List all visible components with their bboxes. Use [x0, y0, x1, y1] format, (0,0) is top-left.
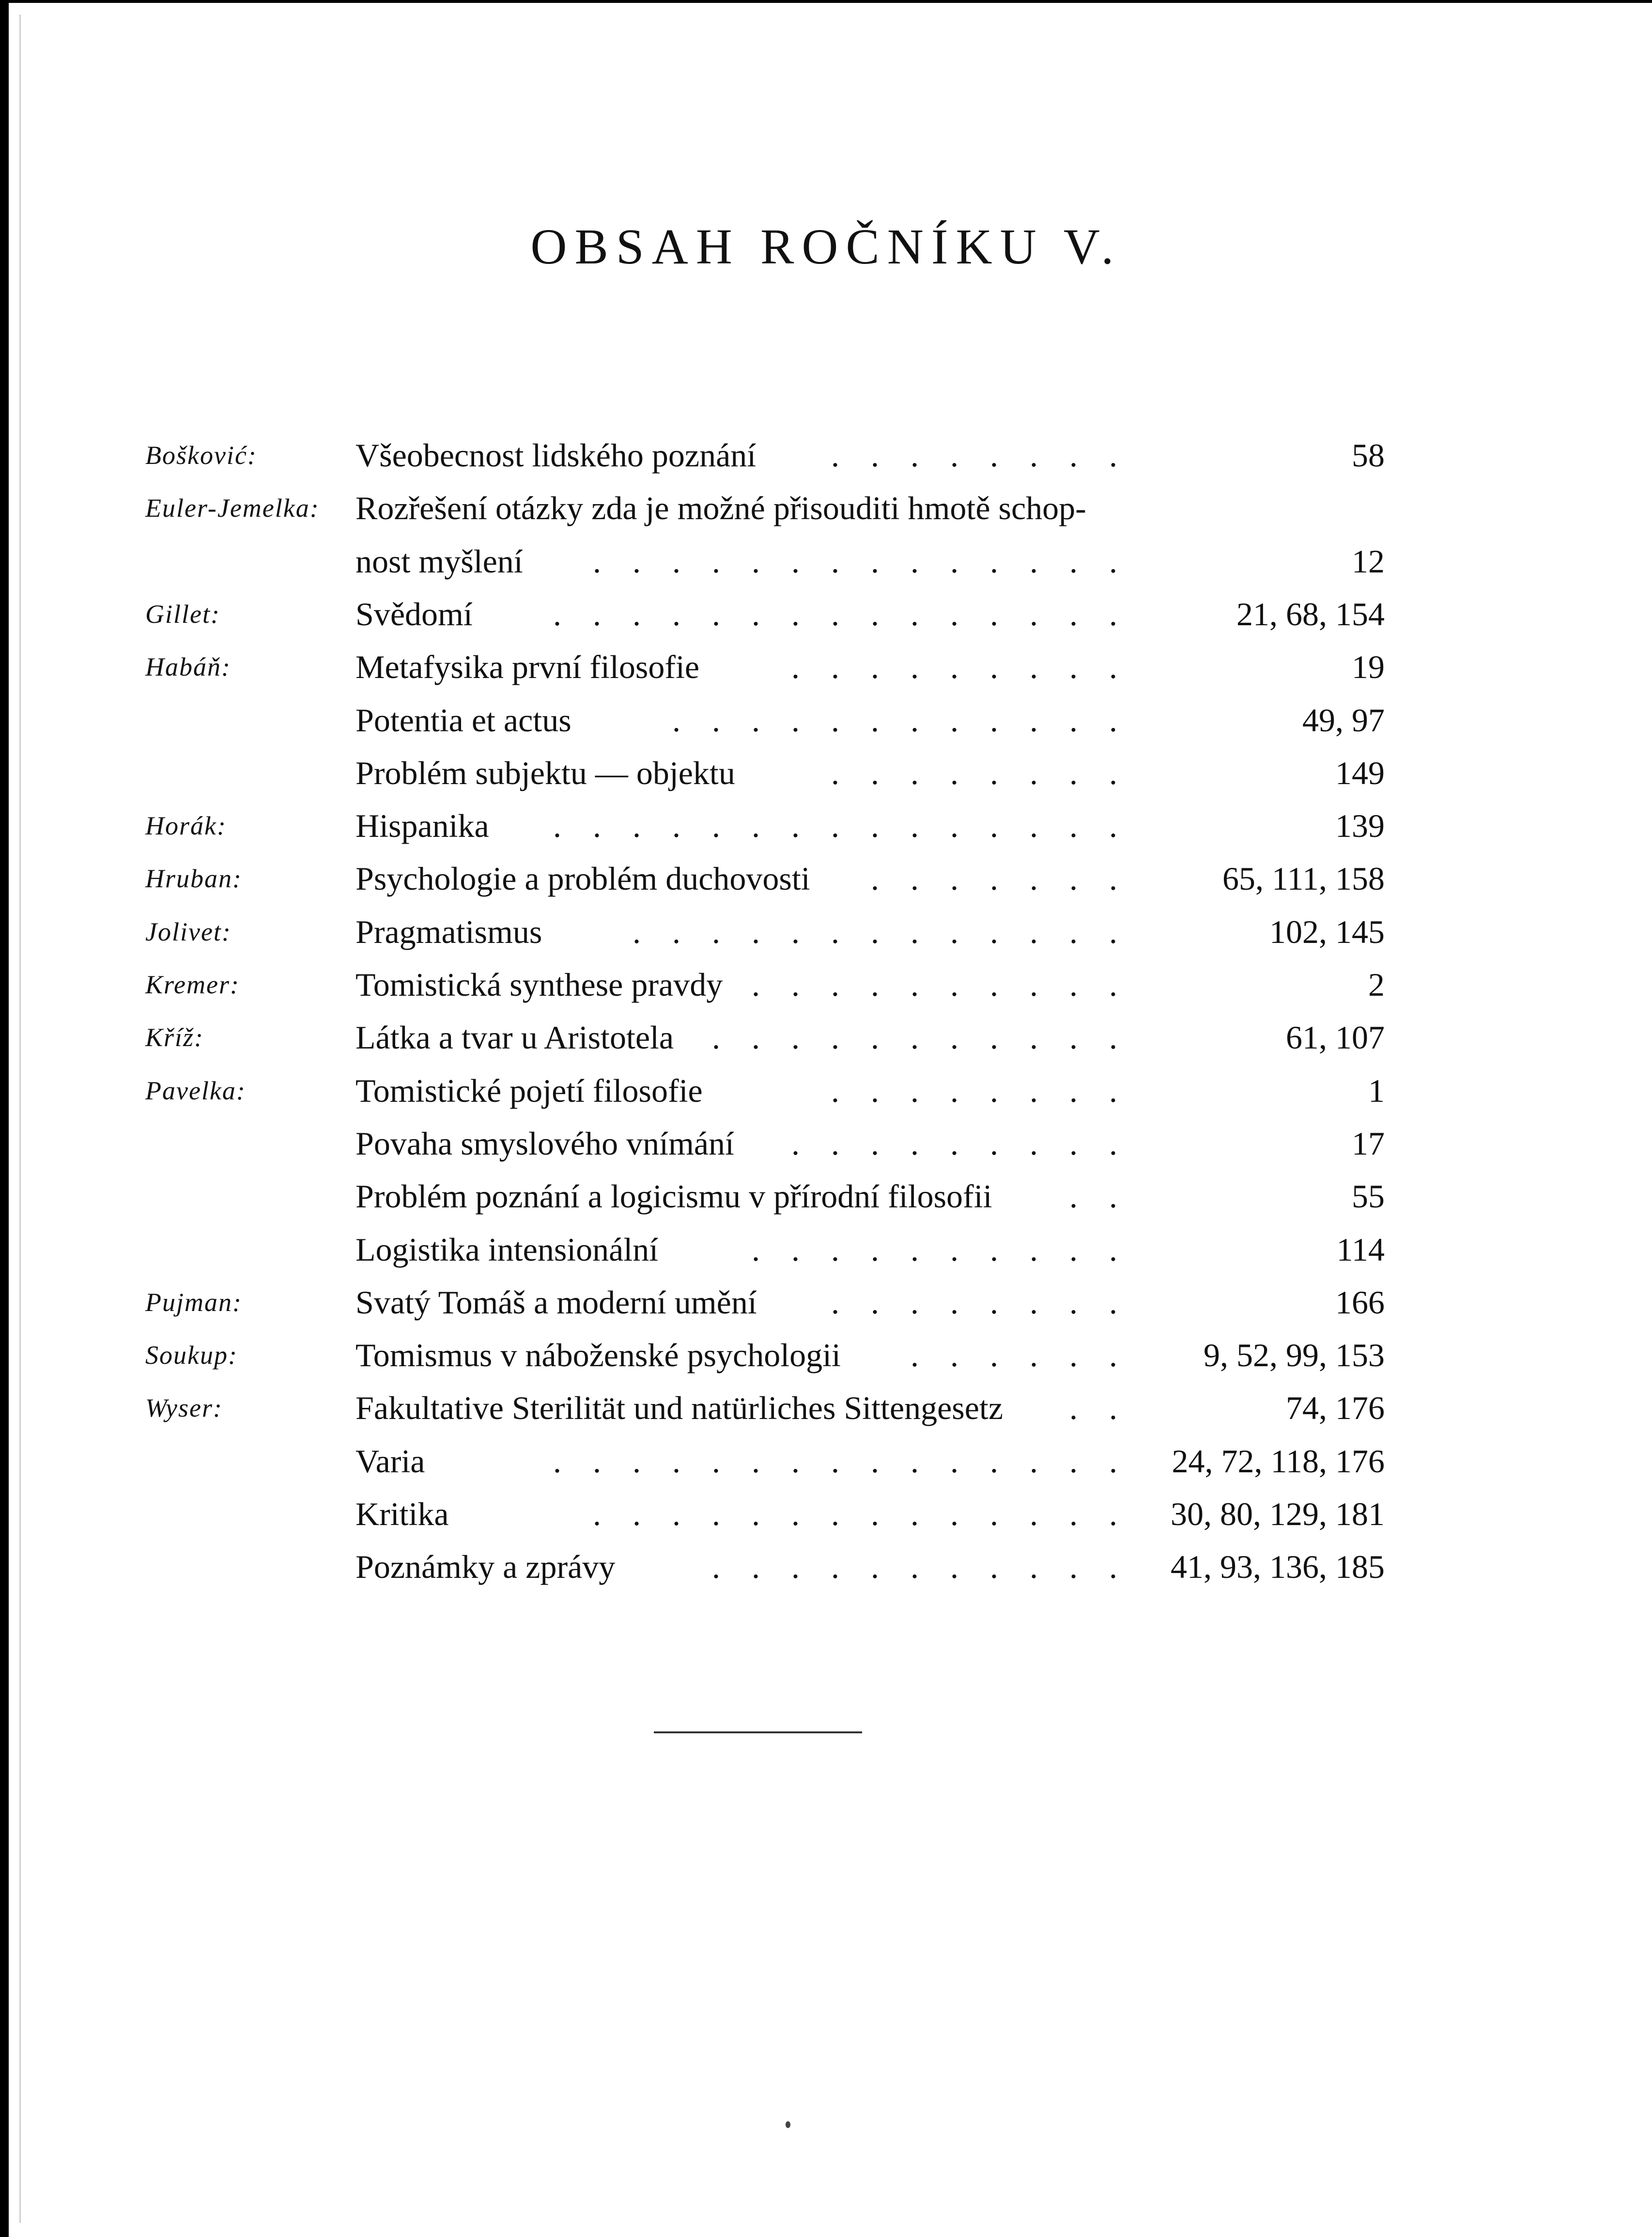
toc-page-numbers: 49, 97 — [1302, 702, 1385, 739]
toc-leader-dots: . . . . . . . . — [831, 1284, 1129, 1321]
scan-border-top — [0, 0, 1652, 3]
toc-page-numbers: 30, 80, 129, 181 — [1171, 1496, 1385, 1532]
toc-page-numbers: 9, 52, 99, 153 — [1204, 1337, 1385, 1373]
toc-article-title: Tomismus v náboženské psychologii — [355, 1337, 841, 1373]
toc-leader-dots: . . — [1069, 1389, 1129, 1426]
toc-article-title: Varia — [355, 1443, 425, 1480]
toc-leader-dots: . . . . . . . . . . . . . . . — [553, 596, 1129, 633]
scan-speck — [786, 2121, 790, 2128]
toc-page-numbers: 1 — [1368, 1072, 1385, 1109]
toc-row — [0, 1119, 1652, 1168]
toc-article-title: Tomistická synthese pravdy — [355, 966, 723, 1003]
toc-page-numbers: 114 — [1336, 1231, 1385, 1268]
toc-leader-dots: . . . . . . . . — [831, 755, 1129, 791]
toc-leader-dots: . . . . . . — [911, 1337, 1129, 1373]
toc-page-numbers: 12 — [1352, 543, 1385, 580]
scan-border-left — [0, 0, 9, 2237]
toc-row — [0, 590, 1652, 638]
toc-page-numbers: 21, 68, 154 — [1236, 596, 1385, 633]
toc-page-numbers: 61, 107 — [1286, 1019, 1385, 1056]
toc-page-numbers: 65, 111, 158 — [1222, 860, 1385, 897]
toc-article-title: Metafysika první filosofie — [355, 648, 700, 685]
toc-author: Pavelka: — [145, 1076, 246, 1105]
toc-page-numbers: 41, 93, 136, 185 — [1171, 1548, 1385, 1585]
toc-article-title: Hispanika — [355, 807, 489, 844]
page-title: OBSAH ROČNÍKU V. — [530, 219, 1122, 275]
toc-article-title: Povaha smyslového vnímání — [355, 1125, 734, 1162]
toc-article-title: nost myšlení — [355, 543, 523, 580]
toc-author: Kremer: — [145, 970, 240, 999]
toc-page-numbers: 149 — [1335, 755, 1385, 791]
toc-leader-dots: . . — [1069, 1178, 1129, 1215]
toc-row — [0, 1225, 1652, 1274]
toc-leader-dots: . . . . . . . . . . . . . . . — [553, 1443, 1129, 1480]
toc-author: Bošković: — [145, 441, 257, 470]
toc-row — [0, 1490, 1652, 1538]
toc-page-numbers: 55 — [1352, 1178, 1385, 1215]
toc-row — [0, 1543, 1652, 1591]
toc-leader-dots: . . . . . . . . . . — [752, 1231, 1129, 1268]
toc-row — [0, 1437, 1652, 1485]
toc-leader-dots: . . . . . . . . . . . . . . . — [553, 807, 1129, 844]
toc-row — [0, 696, 1652, 744]
toc-page-numbers: 74, 176 — [1286, 1389, 1385, 1426]
closing-rule — [654, 1731, 862, 1733]
toc-row — [0, 1013, 1652, 1062]
toc-leader-dots: . . . . . . . . . . . . . . — [593, 1496, 1129, 1532]
toc-article-title: Pragmatismus — [355, 913, 542, 950]
toc-author: Kříž: — [145, 1023, 204, 1052]
toc-row — [0, 1278, 1652, 1327]
toc-leader-dots: . . . . . . . . . — [791, 1125, 1129, 1162]
toc-article-title: Tomistické pojetí filosofie — [355, 1072, 703, 1109]
toc-article-title: Všeobecnost lidského poznání — [355, 437, 757, 474]
toc-page-numbers: 24, 72, 118, 176 — [1172, 1443, 1385, 1480]
toc-row — [0, 484, 1652, 532]
page-fold-line — [19, 15, 21, 2223]
toc-row — [0, 908, 1652, 956]
toc-article-title: Svědomí — [355, 596, 473, 633]
toc-row — [0, 1331, 1652, 1379]
toc-row — [0, 1172, 1652, 1220]
toc-leader-dots: . . . . . . . . . . . . — [672, 702, 1129, 739]
toc-leader-dots: . . . . . . . . . . . . . — [633, 913, 1129, 950]
toc-page-numbers: 166 — [1335, 1284, 1385, 1321]
toc-page-numbers: 19 — [1352, 648, 1385, 685]
toc-row — [0, 1384, 1652, 1432]
toc-article-title: Kritika — [355, 1496, 449, 1532]
toc-row — [0, 802, 1652, 850]
toc-author: Euler-Jemelka: — [145, 494, 320, 523]
toc-author: Hruban: — [145, 864, 242, 893]
toc-leader-dots: . . . . . . . . . . — [752, 966, 1129, 1003]
toc-author: Habáň: — [145, 652, 231, 681]
toc-article-title: Potentia et actus — [355, 702, 571, 739]
toc-article-title: Fakultative Sterilität und natürliches Sittengesetz — [355, 1389, 1004, 1426]
toc-leader-dots: . . . . . . . . . . . — [712, 1019, 1129, 1056]
toc-page-numbers: 58 — [1352, 437, 1385, 474]
toc-article-title: Látka a tvar u Aristotela — [355, 1019, 674, 1056]
toc-row — [0, 537, 1652, 586]
toc-article-title: Svatý Tomáš a moderní umění — [355, 1284, 757, 1321]
toc-row — [0, 431, 1652, 479]
toc-leader-dots: . . . . . . . . . . . — [712, 1548, 1129, 1585]
toc-page-numbers: 102, 145 — [1269, 913, 1385, 950]
toc-row — [0, 643, 1652, 691]
toc-article-title: Poznámky a zprávy — [355, 1548, 616, 1585]
toc-row — [0, 854, 1652, 903]
toc-leader-dots: . . . . . . . . — [831, 437, 1129, 474]
toc-row — [0, 1066, 1652, 1115]
toc-author: Jolivet: — [145, 917, 232, 946]
toc-article-title: Problém subjektu — objektu — [355, 755, 735, 791]
toc-article-title: Logistika intensionální — [355, 1231, 659, 1268]
toc-leader-dots: . . . . . . . . . . . . . . — [593, 543, 1129, 580]
toc-page-numbers: 2 — [1368, 966, 1385, 1003]
toc-leader-dots: . . . . . . . . — [831, 1072, 1129, 1109]
toc-page-numbers: 17 — [1352, 1125, 1385, 1162]
toc-author: Soukup: — [145, 1341, 238, 1370]
toc-article-title: Problém poznání a logicismu v přírodní filosofii — [355, 1178, 992, 1215]
toc-row — [0, 960, 1652, 1009]
toc-author: Gillet: — [145, 600, 220, 629]
toc-article-title: Rozřešení otázky zda je možné přisouditi hmotě schop- — [355, 490, 1086, 526]
toc-author: Pujman: — [145, 1288, 242, 1317]
toc-leader-dots: . . . . . . . — [871, 860, 1129, 897]
toc-page-numbers: 139 — [1335, 807, 1385, 844]
toc-leader-dots: . . . . . . . . . — [791, 648, 1129, 685]
toc-author: Wyser: — [145, 1393, 223, 1422]
toc-author: Horák: — [145, 811, 227, 840]
toc-article-title: Psychologie a problém duchovosti — [355, 860, 810, 897]
toc-row — [0, 749, 1652, 797]
